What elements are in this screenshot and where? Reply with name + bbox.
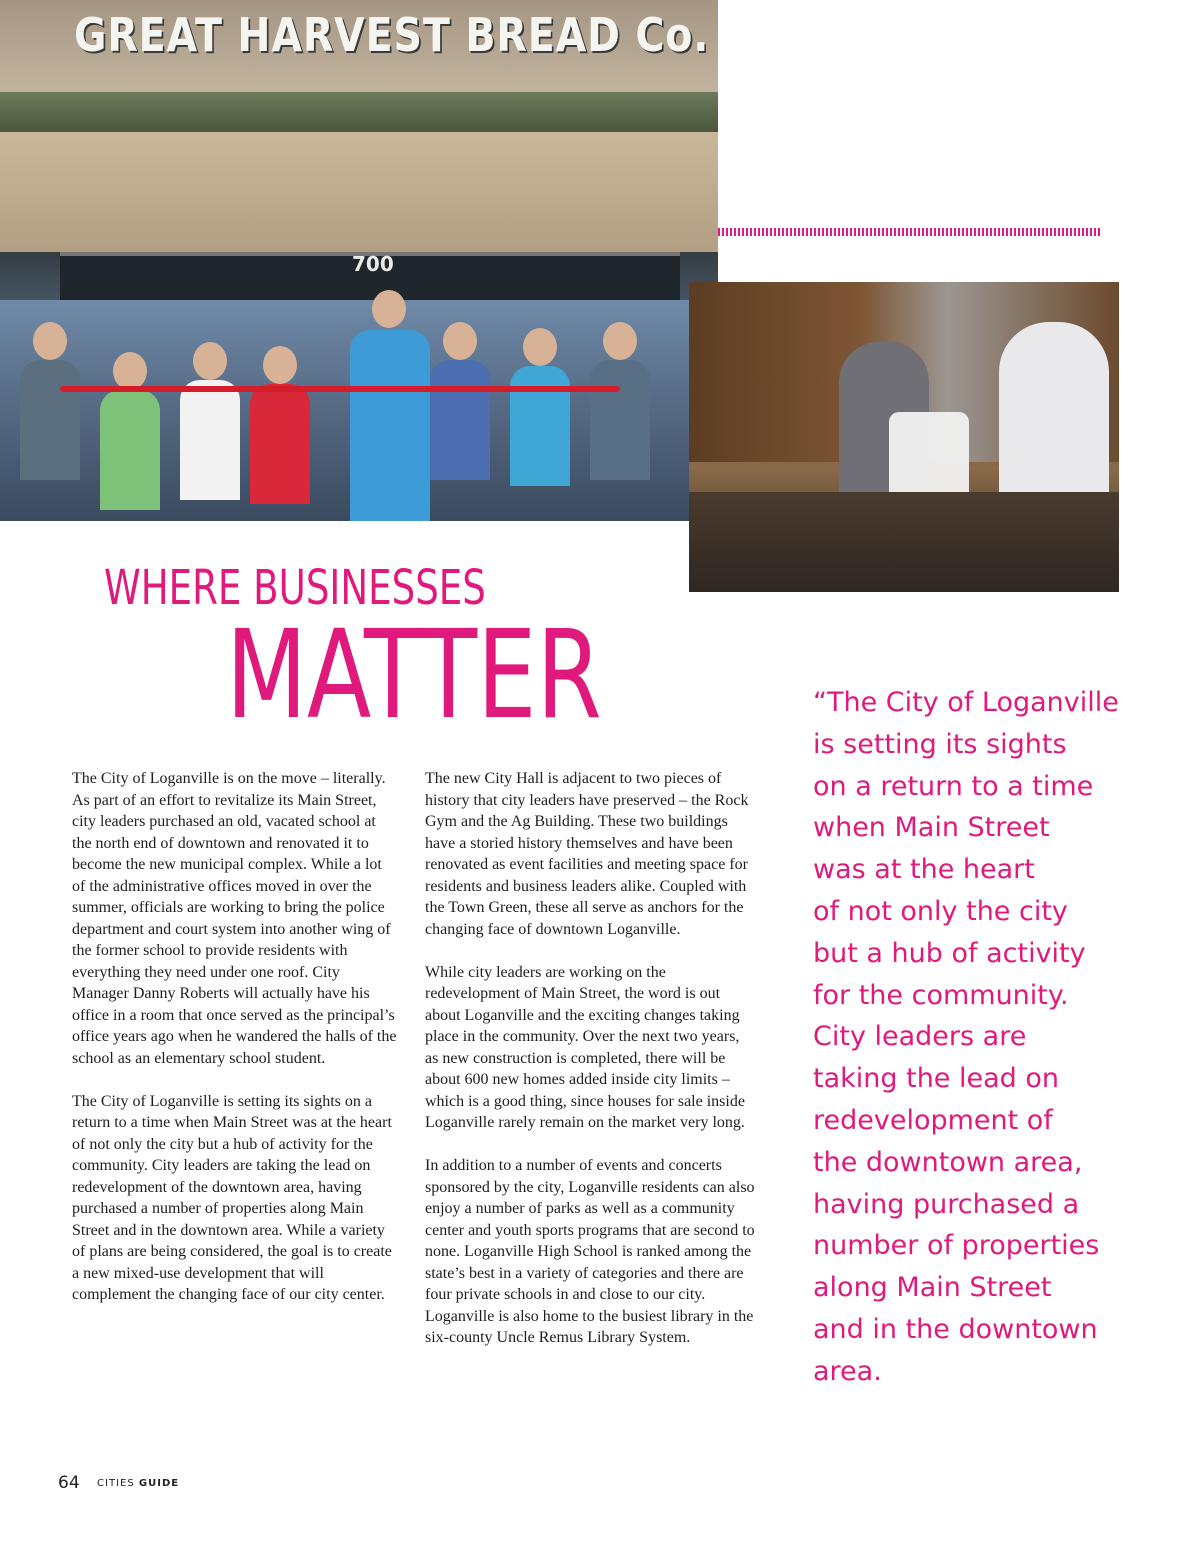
- crowd-group: [0, 300, 718, 521]
- person-head: [443, 322, 477, 360]
- page-folio: [58, 1473, 179, 1493]
- pull-quote-line: the downtown area,: [813, 1146, 1083, 1178]
- publication-name: [97, 1478, 179, 1489]
- person: [20, 360, 80, 480]
- pull-quote-line: on a return to a time: [813, 770, 1094, 802]
- paragraph: While city leaders are working on the redevelopment of Main Street, the word is out about Loganville and the exciting changes taking place in the community. Over the next two years, as new construction is completed, there will be about 600 new homes added inside city limits – which is a good thing, since houses for sale inside Loganville rarely remain on the market very long.: [425, 963, 745, 1131]
- person-head: [33, 322, 67, 360]
- person: [250, 384, 310, 504]
- person-head: [603, 322, 637, 360]
- person-head: [372, 290, 406, 328]
- red-ribbon: [60, 386, 620, 392]
- pull-quote-line: of not only the city: [813, 895, 1068, 927]
- storefront-address: 700: [352, 252, 394, 276]
- paragraph: In addition to a number of events and concerts sponsored by the city, Loganville residents can also enjoy a number of parks as well as a community center and youth sports programs that are second to none. Loganville High School is ranked among the state’s best in a variety of categories and there are four private schools in and close to our city. Loganville is also home to the busiest library in the six-county Uncle Remus Library System.: [425, 1157, 755, 1346]
- storefront-sign-text: GREAT HARVEST BREAD Co.: [74, 8, 710, 62]
- article-column-1: [72, 768, 398, 1327]
- paragraph: The new City Hall is adjacent to two pieces of history that city leaders have preserved – the Rock Gym and the Ag Building. These two buildings have a storied history themselves and have been renovated as event facilities and meeting space for residents and business leaders alike. Coupled with the Town Green, these all serve as anchors for the changing face of downtown Loganville.: [425, 770, 749, 938]
- person: [180, 380, 240, 500]
- paragraph: The City of Loganville is on the move – literally. As part of an effort to revitalize its Main Street, city leaders purchased an old, vacated school at the north end of downtown and renovated it to become the new municipal complex. While a lot of the administrative offices moved in over the summer, officials are working to bring the police department and court system into another wing of the former school to provide residents with everything they need under one roof. City Manager Danny Roberts will actually have his office in a room that once served as the principal’s office years ago when he wandered the halls of the school as an elementary school student.: [72, 770, 397, 1067]
- paragraph: The City of Loganville is setting its sights on a return to a time when Main Street was at the heart of not only the city but a hub of activity for the community. City leaders are taking the lead on redevelopment of the downtown area, having purchased a number of properties along Main Street and in the downtown area. While a variety of plans are being considered, the goal is to create a new mixed-use development that will complement the changing face of our city center.: [72, 1092, 392, 1303]
- person: [510, 366, 570, 486]
- page-number: 64: [58, 1473, 80, 1493]
- ribbon-cutting-photo: [0, 0, 718, 521]
- pull-quote-line: but a hub of activity: [813, 937, 1086, 969]
- person-head: [193, 342, 227, 380]
- pull-quote-line: having purchased a: [813, 1188, 1080, 1220]
- pull-quote-line: area.: [813, 1355, 882, 1387]
- counter-top: [689, 492, 1119, 592]
- headline-kicker: WHERE BUSINESSES: [104, 560, 486, 616]
- publication-name-bold: GUIDE: [138, 1478, 180, 1489]
- decorative-dashed-rule: [718, 228, 1102, 236]
- pull-quote-line: City leaders are: [813, 1021, 1027, 1053]
- shop-counter-photo: [689, 282, 1119, 592]
- publication-name-light: CITIES: [97, 1478, 139, 1489]
- pull-quote-line: when Main Street: [813, 812, 1050, 844]
- person-head: [523, 328, 557, 366]
- pull-quote-line: redevelopment of: [813, 1104, 1053, 1136]
- pull-quote: [813, 682, 1119, 1393]
- storefront-facade: [0, 132, 718, 252]
- pull-quote-line: “The City of Loganville: [813, 687, 1119, 718]
- person: [350, 330, 430, 521]
- pull-quote-line: number of properties: [813, 1230, 1100, 1262]
- person-head: [113, 352, 147, 390]
- pull-quote-line: is setting its sights: [813, 728, 1067, 760]
- person: [100, 390, 160, 510]
- person: [430, 360, 490, 480]
- pull-quote-line: was at the heart: [813, 854, 1035, 886]
- pull-quote-line: taking the lead on: [813, 1063, 1060, 1095]
- pull-quote-line: along Main Street: [813, 1272, 1052, 1304]
- headline-title: MATTER: [226, 604, 602, 746]
- storefront-awning: [0, 92, 718, 132]
- pull-quote-line: and in the downtown: [813, 1313, 1098, 1345]
- article-column-2: [425, 768, 755, 1370]
- pull-quote-line: for the community.: [813, 979, 1069, 1011]
- person-head: [263, 346, 297, 384]
- person: [590, 360, 650, 480]
